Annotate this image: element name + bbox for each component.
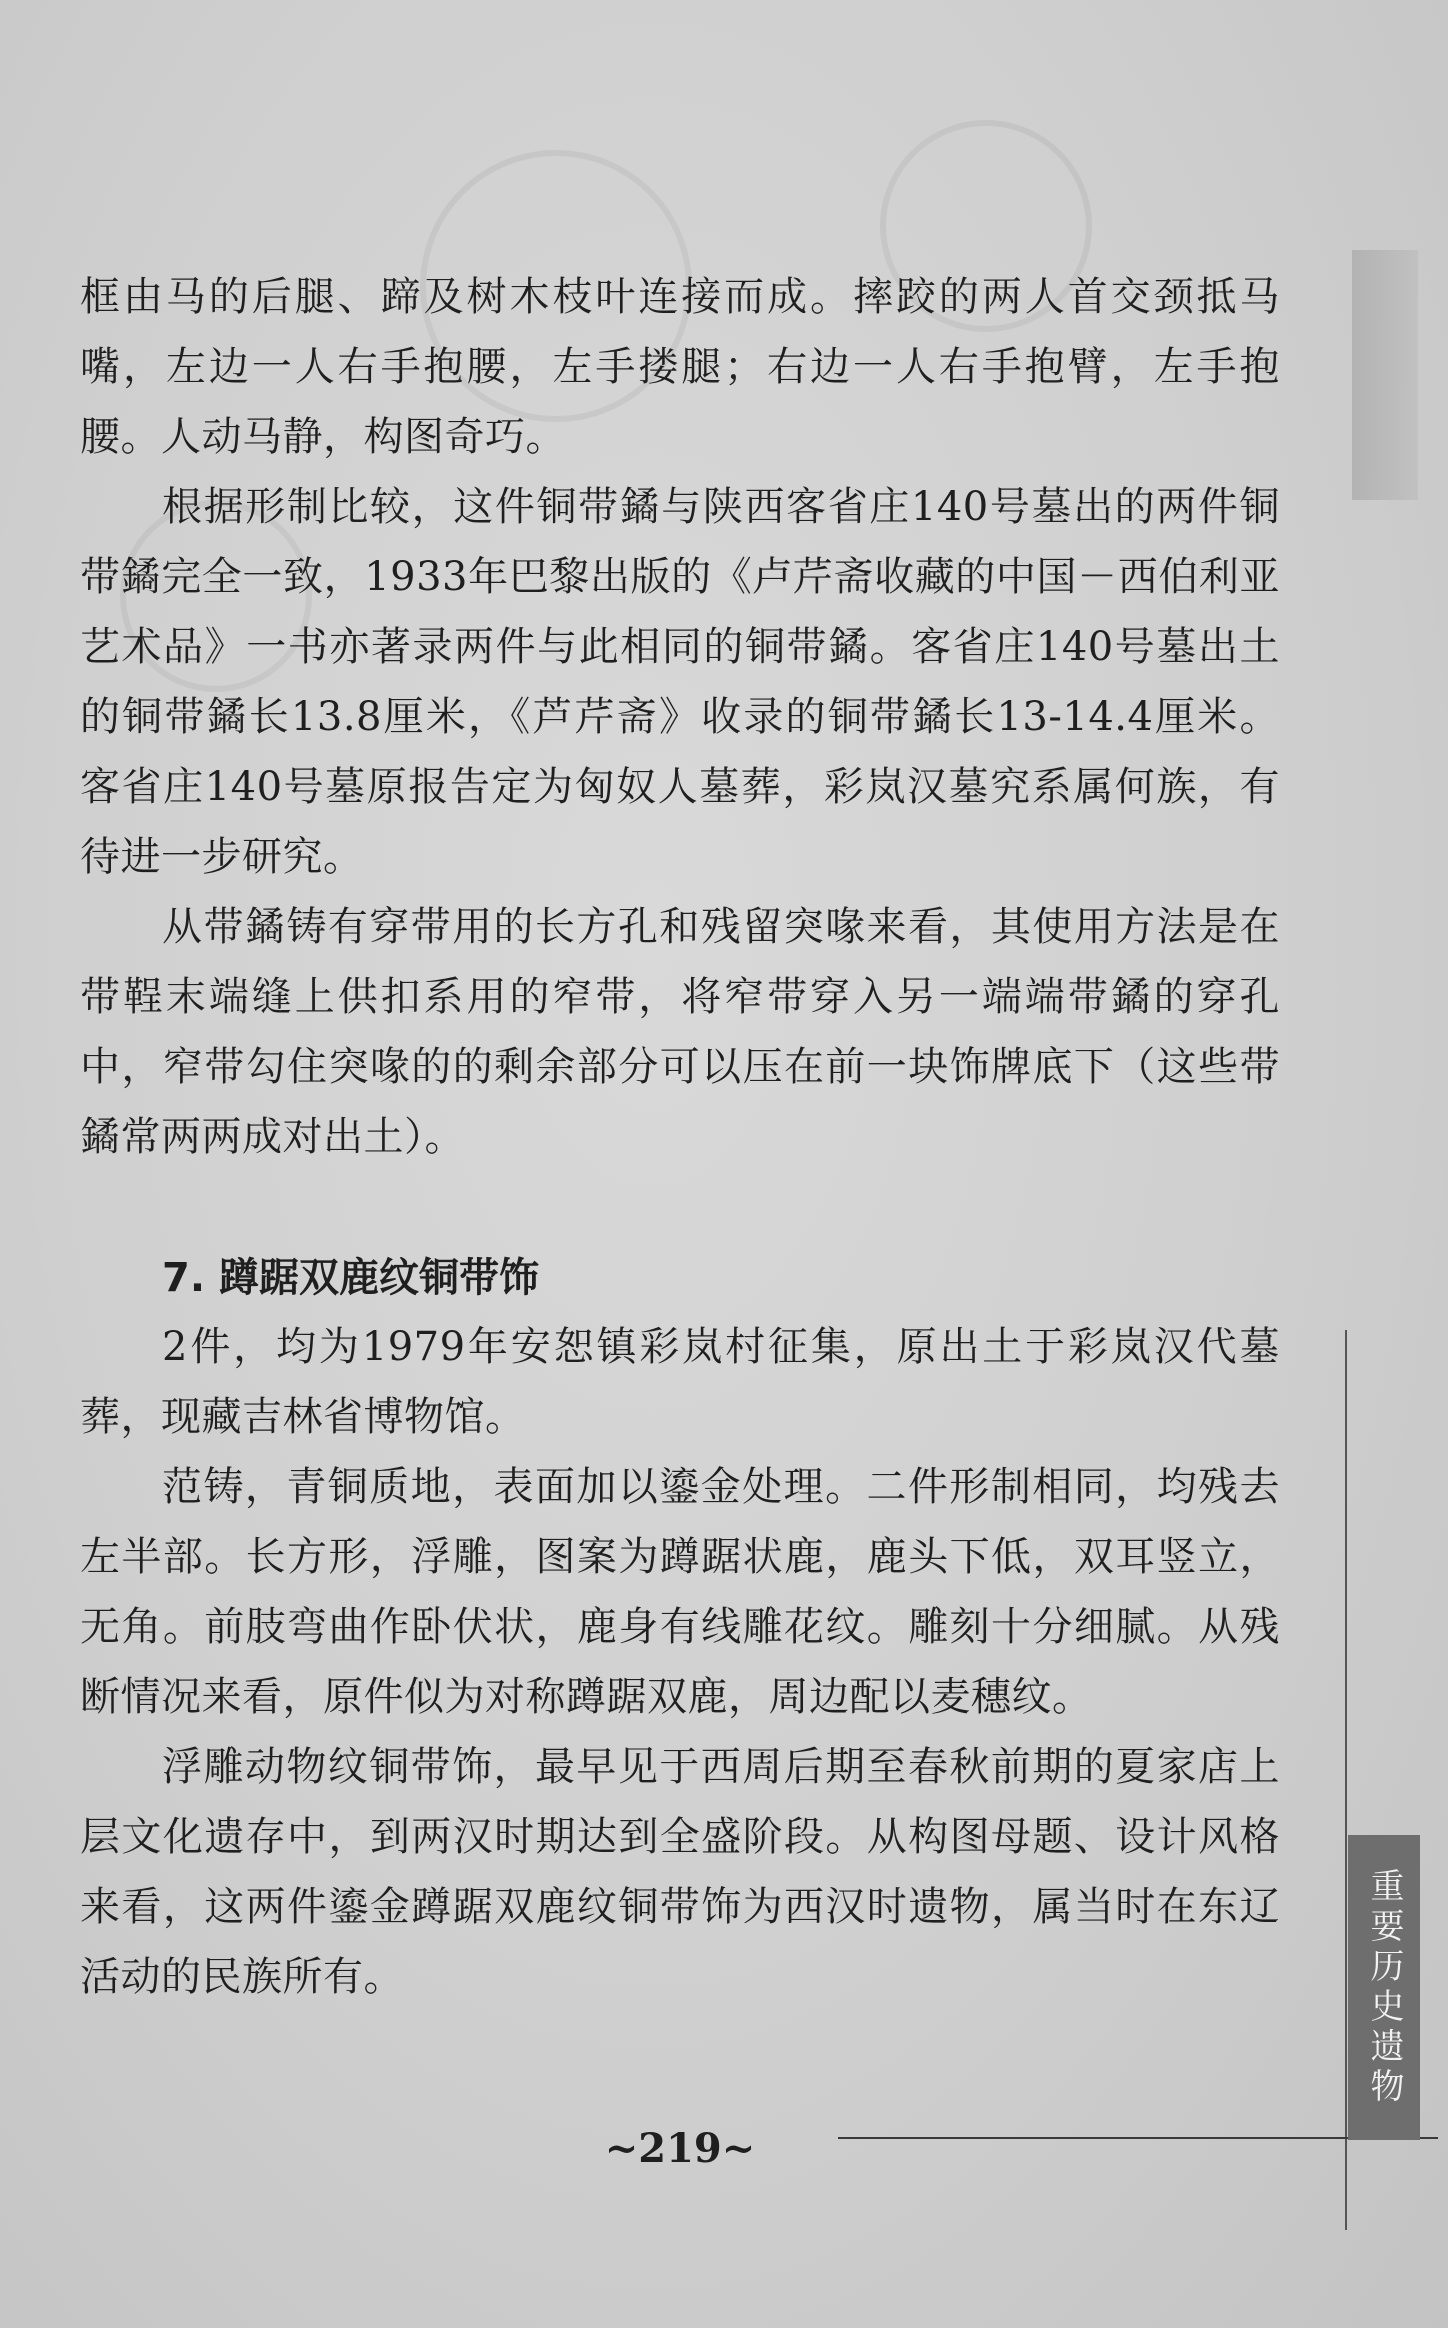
chapter-tab-label: 重要历史遗物 [1364, 1867, 1404, 2108]
section-heading: 7. 蹲踞双鹿纹铜带饰 [162, 1255, 539, 1301]
chapter-thumb-tab [1348, 1835, 1420, 2140]
paragraph: 从带鐍铸有穿带用的长方孔和残留突喙来看，其使用方法是在带鞓末端缝上供扣系用的窄带，将窄带穿入另一端端带鐍的穿孔中，窄带勾住突喙的的剩余部分可以压在前一块饰牌底下（这些带鐍常两两成对出土）。 [80, 904, 1280, 1160]
lower-text [80, 1312, 1280, 2012]
margin-vertical-rule [1345, 1330, 1347, 2230]
paragraph: 范铸，青铜质地，表面加以鎏金处理。二件形制相同，均残去左半部。长方形，浮雕，图案为蹲踞状鹿，鹿头下低，双耳竖立，无角。前肢弯曲作卧伏状，鹿身有线雕花纹。雕刻十分细腻。从残断情况来看，原件似为对称蹲踞双鹿，周边配以麦穗纹。 [80, 1464, 1280, 1720]
margin-tab-top [1352, 250, 1418, 500]
paragraph: 2件，均为1979年安恕镇彩岚村征集，原出土于彩岚汉代墓葬，现藏吉林省博物馆。 [80, 1324, 1280, 1440]
paragraph-continued: 框由马的后腿、蹄及树木枝叶连接而成。摔跤的两人首交颈抵马嘴，左边一人右手抱腰，左手搂腿；右边一人右手抱臂，左手抱腰。人动马静，构图奇巧。 [80, 274, 1280, 460]
paragraph: 浮雕动物纹铜带饰，最早见于西周后期至春秋前期的夏家店上层文化遗存中，到两汉时期达到全盛阶段。从构图母题、设计风格来看，这两件鎏金蹲踞双鹿纹铜带饰为西汉时遗物，属当时在东辽活动的民族所有。 [80, 1744, 1280, 2000]
page-number: ~219~ [604, 2125, 756, 2172]
paragraph: 根据形制比较，这件铜带鐍与陕西客省庄140号墓出的两件铜带鐍完全一致，1933年巴黎出版的《卢芹斋收藏的中国－西伯利亚艺术品》一书亦著录两件与此相同的铜带鐍。客省庄140号墓出土的铜带鐍长13.8厘米，《芦芹斋》收录的铜带鐍长13-14.4厘米。客省庄140号墓原报告定为匈奴人墓葬，彩岚汉墓究系属何族，有待进一步研究。 [80, 484, 1280, 880]
upper-text [80, 262, 1280, 1172]
